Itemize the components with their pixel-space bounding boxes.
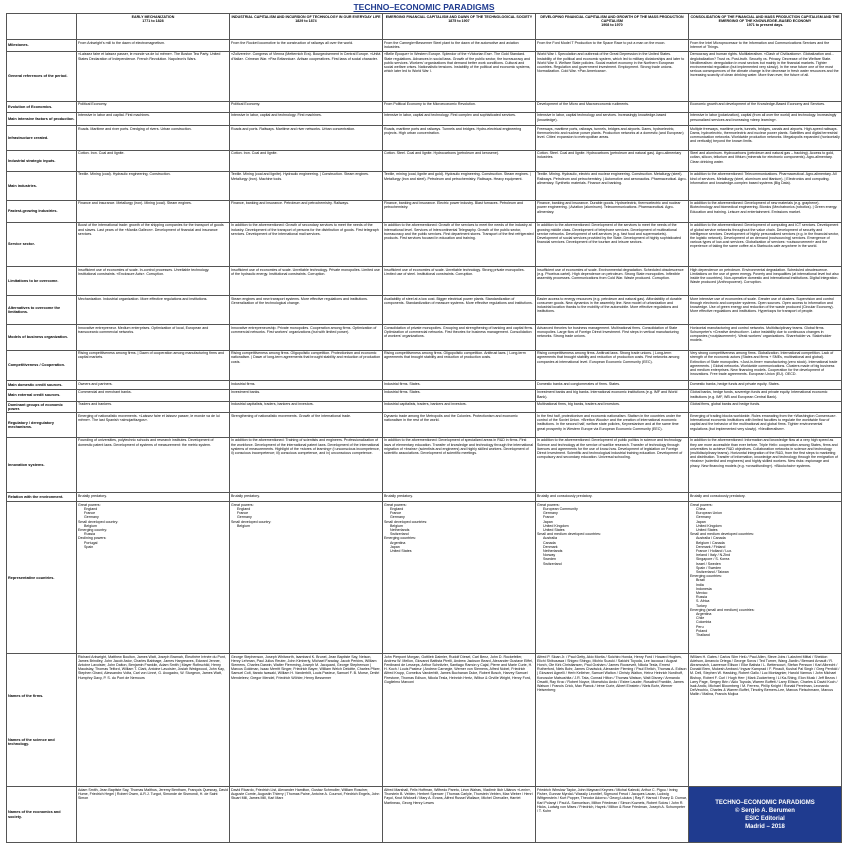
names-firms-cell: John Pierpont Morgan, Gottlieb Daimler, Rudolf Diesel, Carl Benz, John D. Rockefeller, Andrew W. Mellon, Giovanni Battista Pirelli, Andrew Jackson Beard, Alexander Gustave Eiffel, Ferdinand de Lesseps, Arthur Schnitzler, Santiago Ramón y Cajal, Pierre and Marie Curie, H. H. Koch / Louis Pasteur | Andrew Carnegie, Werner von Siemens, Alfred Nobel, Friedrich Alfred Krupp, Cornelius Vanderbilt, James Buchanan Duke, Robert Bosch, Harvey Samuel Firestone, Thomas Edison, Nikola Tesla, Heinrich Hertz, Wilbur & Orville Wright, Henry Ford, Guglielmo Marconi (383, 654, 536, 787)
country-list (690, 507, 840, 532)
row-label (7, 654, 77, 787)
country-item: • Belgium (390, 524, 534, 528)
country-list (78, 541, 228, 549)
country-list (690, 578, 840, 607)
table-cell: Roads and ports. Railways. Maritime and river networks. Urban concentration. (230, 126, 383, 150)
table-row (7, 787, 842, 843)
table-row (7, 380, 842, 389)
country-list (537, 536, 687, 565)
names-science-label: Names of the science and technology. (8, 738, 55, 747)
row-label: Representative countries. (7, 502, 77, 654)
table-row (7, 171, 842, 200)
row-label: Main intensive factors of production. (7, 112, 77, 125)
country-item: • United States (696, 528, 840, 532)
table-cell: Multinational firms, big banks, traders and investors. (536, 401, 689, 413)
names-firms-cell: Alfred P. Sloan Jr. / Paul Getty, Akio Morita / Soichiro Honda, Henry Ford / Howard Hughes, Eiichi Shibusawa / Shigeo Shingo, Michio Suzuki / Sakichi Toyoda, Lee Iacocca / August Horch, Ole Kirk Christiansen, Paul Grahám / James Roosevelt, Nikola Tesla, Ernest Rutherford, Niels Bohr, James Chadwick, Alexander Fleming / Paul Ehrlich, Thomas A. Edison | Giovanni Agnelli / Herb Kelleher, Samuel Walton / Christy Walton, Heinz Heinrich Nordhoff, Konosuke Matsushita / J.R. Tata, Conrad Hilton / Thomas Watson, Walt Disney / Armando Orsatti, Ray Kroc / Robert Noyce, Momofuku Ando / Estee Lauder, Rosalind Franklin, James Watson / Francis Crick, Max Planck / Irène Curie, Albert Einstein / Niels Bohr, Werner Heisenberg (536, 654, 689, 787)
table-row (7, 493, 842, 502)
table-cell: Finance, banking and insurance. Electric power industry. Blast furnaces. Petroleum and petrochemistry. (383, 200, 536, 222)
country-item: • France / Holland / Lux. (696, 549, 840, 553)
table-cell: «Zollverein». Congress of Vienna (Metternich Era). Bourgeoisement in Central Europe. «Unità d'Italia». Crimean War. «Pax Britannica». Artisan cooperatives. First laws of social character. (230, 51, 383, 101)
country-list (384, 507, 534, 520)
country-item: • Switzerland (390, 532, 534, 536)
names-firms-cell: Richard Arkwright, Matthew Boulton, James Watt, Joseph Bramah, Éleuthère Irénée du Pont, James Brindley, John Jacob Astor, Charles Babbage, James Hargreaves, Edward Jenner, Antoine Lavoisier, John Dalton, Benjamin Franklin, Adam Smith | Mayer Rothschild, Henry Maudslay, Thomas Telford, William T. Clark, Antoine Lavoisier, Josiah Wedgwood, John Kay, Stephen Girard, Alessandro Volta, Carl von Linné, G. Avogadro, W. Sturgeon, James Watt, Humphry Davy, P. S. du Pont de Nemours (77, 654, 230, 787)
table-cell: Economic growth and development of the Knowledge-Based Economy and Services. (689, 101, 842, 112)
country-list (231, 524, 381, 528)
country-item: • European Union (696, 511, 840, 515)
country-item: • United States (543, 528, 687, 532)
country-item: • England (84, 507, 228, 511)
table-cell: Finance, banking and insurance. Durable goods. Hydroelectric, thermoelectric and nuclear power engineering. | Aviation (aluminum). Telecommunications. Pharmaceutical. Agro-alimentary. (536, 200, 689, 222)
table-cell: Rising competitiveness among firms. Oligopolistic competition. Protectionism and economic nationalism. | Dawn of long-term agreements that brought stability and reduction of production costs. (230, 350, 383, 380)
country-item: • Sweden (543, 557, 687, 561)
table-cell: Global firms, global banks and hedge funds. (689, 401, 842, 413)
table-cell: Brutally predatory. (230, 493, 383, 502)
country-item: • Poland (696, 629, 840, 633)
country-group-label: Small developed country: (231, 519, 272, 524)
country-item: • United Kingdom (696, 524, 840, 528)
country-item: • France (84, 511, 228, 515)
country-item: • Brazil (696, 578, 840, 582)
country-item: • Belgium (84, 524, 228, 528)
table-cell: «Belle Époque» in Western Europe. Splendor of the «Victorian Era». The Gold Standard. State regulations. Advances in social laws. Growth of the public sector, the bureaucracy and public services. Workers' organizations that demand better work conditions. Cultural and social welfare crises. Nationalistic tensions. Instability of the political and economic systems, which later led to World War I. (383, 51, 536, 101)
table-cell: Commercial and merchant banks. (77, 389, 230, 401)
table-cell: Domestic banks, hedge funds and private equity. States. (689, 380, 842, 389)
country-item: • Spain (84, 545, 228, 549)
country-group-label: Great powers: (231, 502, 254, 507)
table-cell: Brutally and consciously predatory. (689, 493, 842, 502)
row-label: Limitations to be overcome. (7, 267, 77, 296)
country-item: • Netherlands (390, 528, 534, 532)
country-list (537, 507, 687, 532)
table-cell: Roads. Maritime and river ports. Dredging of rivers. Urban construction. (77, 126, 230, 150)
country-item: • Colombia (696, 620, 840, 624)
row-label: Dominant groups of economic power. (7, 401, 77, 413)
country-list (384, 524, 534, 537)
table-cell: From the Intel Microprocessor to the Information and Communications Services and the Internet of Things. (689, 40, 842, 52)
table-cell: Textile. Mining (coal). Hydraulic engineering. Construction. (77, 171, 230, 200)
table-cell: Finance, banking and insurance. Petroleum and petrochemistry. Railways. (230, 200, 383, 222)
country-item: • Argentina (390, 541, 534, 545)
country-item: • European Community (543, 507, 687, 511)
row-label: Main industries. (7, 171, 77, 200)
country-item: • Japan (390, 545, 534, 549)
country-group-label: Great powers: (384, 502, 407, 507)
table-cell: Roads, maritime ports and railways. Tunnels and bridges. Hydro-electrical engineering projects. High urban concentration. (383, 126, 536, 150)
names-firms-cell: George Stephenson, Joseph Whitworth, Isambard K. Brunel, Jean Baptiste Say, Nelson, Henry Lehman, Paul Julius Reuter, John Kimberly, Michael Faraday, Jacob Perkins, William Siemens, Charles Darwin, Walter Flemming, Joseph M. Jacquard, George Stephenson | Marcus Goldman, Isaac Merritt Singer, Friedrich Bayer, William Welch Deloitte, Charles Pfizer, Samuel Colt, Itarato Iwasaki, William H. Vanderbilt, Louis Pasteur, Samuel F. B. Morse, Dmitri Mendeleev, Gregor Mendel, Friedrich Wöhler, Henry Bessemer (230, 654, 383, 787)
country-group-label: Great powers: (78, 502, 101, 507)
corner-cell (7, 14, 77, 40)
table-cell: In addition to the aforementioned: Growth of the services to meet the needs of the industry at international level. Services of Intercontinental Telegraphy. Growth of the public sector, bureaucracy and the public services. First department stores. Transport of the first refrigerated products. First services focused in education and training. (383, 222, 536, 266)
table-cell: Cotton. Steel. Coal and lignite. Hydrocarbons (petroleum and natural gas). Agro-alimentary industries. (536, 150, 689, 171)
table-cell: In addition to the aforementioned: Development of computing and ICT services. Development of global service networks throughout the value chain. Development of security and intelligence services. Development of highly personalized services (e.g. in the financial sector, the logistic network). Development of an demand (routsourcing) services. Emergence of various types of low-cost services. Globalization of services: «outsourcement» and the experience of taking the same coffee at a Starbucks cafe anywhere in the world. (689, 222, 842, 266)
row-label: General references of the period. (7, 51, 77, 101)
table-row (7, 40, 842, 52)
table-cell: In the first half, protectionism and economic nationalism. Statism in the countries under the control of the Soviet Union. «Bretton Woods» and the creation of international economic institutions. In the second half, welfare state policies, Keynesianism and at the same time great prosperity in Western Europe via European Economic Community (EEC). (536, 413, 689, 437)
table-cell: Brutally and consciously predatory. (536, 493, 689, 502)
representative-countries-cell (77, 502, 230, 654)
country-group-label: Emerging country: (78, 528, 108, 532)
credits-line: Madrid – 2018 (745, 823, 785, 830)
table-cell: Very strong competitiveness among firms. Globalization. International competition. Lack of strength of the economic actors (States and firms + SMEs, multinational and global). Extinction of State monopolies. «Just-in-time» manufacturing (zero stock). International trade agreements. | Global networks. Worldwide communications. Clusters made of big business and medium enterprises. New financing models. Cooperation for the development of innovations. Free trade agreements. European Union (EU). OECD. (689, 350, 842, 380)
table-cell: Rising competitiveness among firms. Oligopolistic competition. Antitrust laws. | Long-term agreements that brought stability and reduction of production costs. (383, 350, 536, 380)
table-cell: Emerging of trading blocks worldwide. Rules emanating from the «Washington Consensus». International economic institutions with limited faculties to regulate the worldwide flow of capital and the behavior of the multinational and global firms. Tighter environmental regulations (but implemented very slowly). «Neoliberalism». (689, 413, 842, 437)
country-item: • Belgium / Canada (696, 541, 840, 545)
paradigms-table (6, 13, 842, 843)
table-cell: In addition to the aforementioned: Telecommunications. Pharmaceutical. Agro-alimentary. All kind of services. Metallurgy (steel, aluminum and titanium). | Electronics and computing. Information and knowledge-complex based systems (Big Data). (689, 171, 842, 200)
country-item: • Indonesia (696, 587, 840, 591)
table-row (7, 51, 842, 101)
table-cell: Cotton. Iron. Coal and lignite. (77, 150, 230, 171)
table-cell: Insufficient use of economies of scale. Unreliable technology. Strong private monopolies. Limited use of steel. Institutional constraints. Corruption. (383, 267, 536, 296)
row-label: Main external credit sources. (7, 389, 77, 401)
country-item: • Japan (543, 520, 687, 524)
country-item: • Australia / Canada (696, 536, 840, 540)
table-cell: Intensive in labor and capital. First machines. (77, 112, 230, 125)
table-cell: Industrial firms. (230, 380, 383, 389)
table-cell: Industrial firms. States. (383, 380, 536, 389)
table-cell: Democracy and human rights. Multilateralism. «Clash of Civilizations». Globalization and... deglobalization? Trust vs. Post-truth. Security vs. Privacy. Decrease of the Welfare State. Neoliberalism: deregulation in most sectors but mainly in the financial markets. Tighter environmental regulation (but implemented very slowly). In the near future one of the most serious consequences of the climate change is the decrease in fresh water resources and the increasing scarcity of clean drinking water. More than ever, the future of all. (689, 51, 842, 101)
country-item: • Thailand (696, 633, 840, 637)
table-cell: Owners and partners. (77, 380, 230, 389)
table-cell: Political Economy. (77, 101, 230, 112)
row-label: Evolution of Economics. (7, 101, 77, 112)
column-header: INDUSTRIAL CAPITALISM AND INCURSION OF TECHNOLOGY IN OUR EVERYDAY LIFE 1829 to 1874 (230, 14, 383, 40)
table-cell: Intensive in labor, capital and technology. First complex and sophisticated services. (383, 112, 536, 125)
row-label: Models of business organization. (7, 324, 77, 350)
row-label: Milestones. (7, 40, 77, 52)
table-row (7, 350, 842, 380)
names-firms-label: Names of the firms. (8, 693, 44, 698)
header-row (7, 14, 842, 40)
table-row (7, 401, 842, 413)
country-item: • United States (390, 549, 534, 553)
table-cell: Rising competitiveness among firms. Antitrust laws. Strong trade unions. | Long-term agreements that brought stability and reduction of production costs. First networks among companies at international level. European Economic Community (EEC). (536, 350, 689, 380)
country-item: • France (543, 515, 687, 519)
table-cell: Multiple freeways, maritime ports, tunnels, bridges, canals and airports. High-speed railways. Dams, hydroelectric, thermoelectric and nuclear power plants. Satellites and digital terrestrial communication networks. Worldwide production networks. Megalopolis expanded (horizontally and vertically) beyond the known limits. (689, 126, 842, 150)
table-cell: Textile. Mining (coal and lignite). Hydraulic engineering. | Construction. Steam engines. Metallurgy (iron). Machine tools. (230, 171, 383, 200)
names-firms-cell: William H. Gates / Carlos Slim Helú / Paul Allen, Steve Jobs / Lakshmi Mittal / Sheldon Adelson, Amancio Ortega / George Soros / Ted Turner, Wang Jianlin / Bernard Arnault / R. Abramovich, Lawrence Ellison / Eike Batista / L. Bettencourt, Stefan Persson / Karl Albrecht / Donald Bren, Mukesh Ambani / Ingvar Kamprad / F. Pinault, Kushal Pal Singh / Greg Penfold / M. Dell, Stephen W. Hawking, Robert Gallo / Luc Montagnier, Harold Varmus / John Michael Bishop, Robert F. Curl / Hugh Herr | Mark Zuckerberg / Li Ka-Shing, Elon Musk / Jeff Bezos / Larry Page, Sergey Brin / Akio Toyoda, Warren Buffett / Larry Ellison, Charles & David Koch / Isak Andic, Michael Bloomberg / M. Ferrero, Philip Knight / Ronald Perelman, Leonardo DelVecchio, Charles & Warren Buffet, Timothy Berners-Lee, Marcus Fleischmann, Marcus Mallin / Malina, Francis Mojica (689, 654, 842, 787)
row-label: Regulatory / deregulatory mechanisms. (7, 413, 77, 437)
country-item: • Israel / Sweden (696, 562, 840, 566)
table-cell: Development of the Micro and Macroeconomic rudiments. (536, 101, 689, 112)
country-item: • China (696, 507, 840, 511)
country-item: • S. Africa (696, 599, 840, 603)
table-cell: Rising competitiveness among firms. | Dawn of cooperation among manufacturing firms and capital markets. (77, 350, 230, 380)
country-item: • Turkey (696, 604, 840, 608)
country-item: • Norway (543, 553, 687, 557)
table-row (7, 267, 842, 296)
credits-line: ESIC Editorial (745, 815, 785, 822)
row-label: Alternatives to overcome the limitations. (7, 296, 77, 325)
country-group-label: Emerging countries: (384, 536, 416, 541)
table-cell: Steel and aluminum. Hydrocarbons (petroleum and natural gas – fracking). Access to gold, coltan, silicon, tellurium and lithium (minerals for electronic components). Agro-alimentary. Clean drinking water. (689, 150, 842, 171)
table-cell: Textile, mining (coal, lignite and gold). Hydraulic engineering. Construction. Steam engines. | Metallurgy (iron and steel). Petroleum and petrochemistry. Railways. Heavy equipment. (383, 171, 536, 200)
table-cell: Textile. Mining. Hydraulic, electric and nuclear engineering. Construction. Metallurgy (steel). Railways. Petroleum and petrochemistry. | Automotive and aeronautics. Pharmaceutical. Agro-alimentary. Synthetic materials. Finance and banking. (536, 171, 689, 200)
table-cell: Investment banks. (230, 389, 383, 401)
table-cell: From Arkwright's mill to the dawn of electromagnetism. (77, 40, 230, 52)
table-cell: Industrial capitalists, traders, bankers and investors. (383, 401, 536, 413)
row-label: Innovation systems. (7, 437, 77, 493)
representative-countries-cell (230, 502, 383, 654)
table-cell: Industrial firms. States. (383, 389, 536, 401)
names-economics-cell: Adam Smith, Jean Baptiste Say, Thomas Malthus, Jeremy Bentham, François Quesnay, David Hume, Friedrich Hegel | Robert Owen, A.R.J. Turgot, Simonde de Sismondi, H. de Saint Simon (77, 787, 230, 843)
country-item: • England (237, 507, 381, 511)
country-group-label: Small developed countries: (384, 519, 428, 524)
table-cell: Consolidation of private monopolies. Grouping and strengthening of banking and capital firms. Optimization of commercial networks. First theories for business management. Consolidation of workers' organizations. (383, 324, 536, 350)
country-item: • Germany (696, 515, 840, 519)
table-cell: Traders and bankers. (77, 401, 230, 413)
table-row (7, 200, 842, 222)
table-row (7, 437, 842, 493)
country-item: • Switzerland (543, 562, 687, 566)
table-cell: «Laissez faire et laissez passer, le monde va de lui même». The Boston Tea Party. United States Declaration of Independence. French Revolution. Napoleon's Wars. (77, 51, 230, 101)
country-item: • Japan (696, 520, 840, 524)
table-cell: Steam engines and new transport systems. More effective regulations and institutions. Generalization of the technological change. (230, 296, 383, 325)
credits-line: © Sergio A. Berumen (735, 807, 795, 814)
country-item: • France (390, 511, 534, 515)
table-cell: World War I. Speculation and outbreak of the Great Depression in the United States. Instability of the political and economic system, which led to military dictatorships and later to World War II. Welfare State policies. Social market economy in the Northern European countries. Regulation and government investment. Employment. Strong trade unions. Normalization. Cold War. «Pax Americana». (536, 51, 689, 101)
page-title: TECHNO–ECONOMIC PARADIGMS (353, 2, 495, 12)
table-cell: Finance and insurance. Metallurgy (iron). Mining (coal). Steam engines. (77, 200, 230, 222)
table-cell: Dynamic trade among the Metropolis and the Colonies. Protectionism and economic nationalism in the rest of the world. (383, 413, 536, 437)
table-cell: Insufficient use of economies of scale. In-control processes. Unreliable technology. Institutional constraints. «Enclosure Acts». Corruption. (77, 267, 230, 296)
country-list (78, 507, 228, 520)
country-item: • Canada (543, 541, 687, 545)
country-item: • Belgium (237, 524, 381, 528)
table-cell: More intensive use of economies of scale. Greater use of clusters. Supervision and control through electronic and computer systems. Open sources. Open access to information and knowledge. Use of green energy and reduction of the waste produced (Circular Economy). More effective regulations and institutions. Hyperloops for transport of people. (689, 296, 842, 325)
table-cell: Founding of universities, polytechnic schools and research institutes. Development of domestic patent laws. Development of systems of measurement: the metric system. (77, 437, 230, 493)
credits-line: TECHNO–ECONOMIC PARADIGMS (715, 799, 815, 806)
country-group-label: Small developed country: (78, 519, 119, 524)
country-group-label: Emerging (small and medium) countries: (690, 607, 755, 612)
row-label: Infrastructure created. (7, 126, 77, 150)
country-item: • Switzerland / Taiwan (696, 570, 840, 574)
table-cell: Freeways, maritime ports, railways, tunnels, bridges and airports. Dams, hydroelectric, thermoelectric and nuclear power plants. Production networks at a domestic (and European) level. Cities' expansion to metropolitan areas. (536, 126, 689, 150)
column-header: DEVELOPING FINANCIAL CAPITALISM AND GROWTH OF THE MASS PRODUCTION CAPITALISM 1908 to 1970 (536, 14, 689, 40)
country-item: • Singapore / S. Korea (696, 557, 840, 561)
table-cell: Industrial capitalists, traders, bankers and investors. (230, 401, 383, 413)
credits-footer (689, 787, 842, 843)
column-header: CONSOLIDATION OF THE FINANCIAL AND MASS PRODUCTION CAPITALISM AND THE EMERGING OF THE KNOWLEDGE–BASED ECONOMY 1971 to present days. (689, 14, 842, 40)
row-label: Main domestic credit sources. (7, 380, 77, 389)
table-cell: Cotton. Iron. Coal and lignite. (230, 150, 383, 171)
country-item: • Germany (390, 515, 534, 519)
country-item: • Russia (696, 595, 840, 599)
country-item: • Germany (84, 515, 228, 519)
country-item: • Australia (543, 536, 687, 540)
table-cell: Global banks, hedge funds, sovereign funds and private equity. International economic institutions (e.g. IMF, WB and European Central Bank). (689, 389, 842, 401)
country-list (384, 541, 534, 554)
country-item: • Germany (237, 515, 381, 519)
country-item: • Denmark / Finland (696, 545, 840, 549)
table-cell: Easier access to energy resources (e.g. petroleum and natural gas). Affordability of durable consumer goods. New dynamics in the assembly line. New model of urbanization and industrial location thanks to the mobility of the automobile. More effective regulations and institutions. (536, 296, 689, 325)
table-cell: From Political Economy to the Microeconomic Revolution. (383, 101, 536, 112)
table-cell: Availability of steel at a low cost. Bigger electrical power plants. Standardization of components. Standardization of measure systems. More effective regulations and institutions. (383, 296, 536, 325)
table-row (7, 324, 842, 350)
country-item: • Argentina (696, 612, 840, 616)
names-economics-cell: David Ricardo, Friedrich List, Alexander Hamilton, Gustav Schmoller, William Roscher, Auguste Comte, Augustin Thierry | Thomas Paine, Antoine A. Cournot, Friedrich Engels, John Stuart Mill, James Mill, Karl Marx (230, 787, 383, 843)
table-cell: In addition to the aforementioned: Development of the services to meet the needs of the growing middle class. Development of telephone services. Development of multinational service networks. Development of self-services (e.g. fast food and supermarkets). Development of social services provided by the State. Development of highly sophisticated financial services. Development of the tourism and leisure sectors. (536, 222, 689, 266)
table-cell: From the Carnegie«Bessemer Steel plant to the dawn of the automotive and aviation industries. (383, 40, 536, 52)
table-cell: Emerging of nationalistic movements. «Laissez faire et laissez passer, le monde va de lui même». The last Spanish «almojarifazgos». (77, 413, 230, 437)
row-label: Competitiveness / Cooperation. (7, 350, 77, 380)
table-cell: Political Economy. (230, 101, 383, 112)
table-cell: Insufficient use of economies of scale. Unreliable technology. Private monopolies. Limited use of the hydraulic energy. Institutional constraints. Corruption. (230, 267, 383, 296)
country-item: • Netherlands (543, 549, 687, 553)
table-cell: Horizontal manufacturing and control networks. Multidisciplinary teams. Global firms. Schumpeter's «Creative destruction». Labor instability due to continuous changes in companies («outplacement»). Weak workers' organizations. Shareholder vs. Stakeholder models. (689, 324, 842, 350)
table-row (7, 222, 842, 266)
table-cell: Insufficient use of economies of scale. Environmental degradation. Scheduled obsolescence (e.g. Phoebus cartel). High dependence on petroleum. Strong State monopolies. Inflexible assembly processes. Communications from Cold War. Waste produced. Corruption. (536, 267, 689, 296)
country-group-label: Declining powers: (78, 536, 107, 541)
table-cell: In addition to the aforementioned: Development of specialized areas in R&D in firms. First laws of elementary education. Transfer of knowledge and technology through the international migration of «brains» (scientists and engineers) and highly skilled workers. Development of scientific associations. Development of scientific meetings. (383, 437, 536, 493)
table-row (7, 150, 842, 171)
country-group-label: Small and medium developed countries: (537, 532, 601, 537)
representative-countries-cell (383, 502, 536, 654)
representative-countries-cell (536, 502, 689, 654)
country-item: • United Kingdom (543, 524, 687, 528)
table-cell: Mechanization. Industrial organization. More effective regulations and institutions. (77, 296, 230, 325)
country-group-label: Small and medium developed countries: (690, 532, 754, 537)
table-cell: Strengthening of nationalistic movements. Growth of the international trade. (230, 413, 383, 437)
table-cell: Intensive in labor (polarization), capital (from all over the world) and technology. Increasingly personalized services and increasing «deep learning». (689, 112, 842, 125)
table-cell: Intensive in labor, capital technology and services. Increasingly knowledge-based (knowledge). (536, 112, 689, 125)
names-economics-cell: Friedrich Winslow Taylor, John Maynard Keynes / Michal Kalecki, Arthur C. Pigou / Irving Fisher, Gunnar Myrdal / Wassily Leontief, Sigmund Freud / Jacques Lacan, Ludwig Wittgenstein / Kurt Popper, Theodor Adorno / Georg Lukács | Ray F. Harrod / Evsey D. Domar, Karl Polanyi / Paul A. Samuelson, Milton Friedman / Simon Kuznets, Robert Solow / John R. Hicks, Ludwig von Mises / Friedrich, Hayek / Milton & Rose Friedman, Joseph A. Schumpeter / T. Kuhn (536, 787, 689, 843)
country-item: • Russia (84, 532, 228, 536)
country-list (690, 612, 840, 637)
table-cell: In addition to the aforementioned: Training of scientists and engineers. Professionalization of the workforce. Development of the international patent laws. Development of the international systems of measurements. Highlight of the «stores of learning» (i unconscious incompetence, ii) conscious incompetence; iii) conscious competence, and iv) unconscious competence. (230, 437, 383, 493)
country-item: • France (237, 511, 381, 515)
country-item: • Germany (543, 511, 687, 515)
table-row (7, 502, 842, 654)
table-body (7, 40, 842, 843)
table-row (7, 389, 842, 401)
country-group-label: Great powers: (537, 502, 560, 507)
table-row (7, 112, 842, 125)
table-cell: High dependence on petroleum. Environmental degradation. Scheduled obsolescence. Limitations on the use of green energy. Poverty and inequalities (at international level but also inside the countries). Non-operative domestic and international institutions. Digital integration. Waste produced (Anthropocene). Corruption. (689, 267, 842, 296)
row-label: Service sector. (7, 222, 77, 266)
table-cell: In addition to the aforementioned: Growth of secondary services to meet the needs of the industry. Development of the transport of persons for the distribution of goods. First telegraph services. Development of the international mail services. (230, 222, 383, 266)
names-economics-cell: Alfred Marshall, Felix Hoffman, Wilfredo Pareto, Léon Walras, Vladimir Ilich Uliánov «Lenin», Thorstein B. Veblen, Herbert Spencer | Thomas Carlyle, Thorstein Veblen, Max Weber / Henri Fayol, Knut Wicksell / Mary A. Evans, Alfred Russel Wallace, Michel Chevalier, Harriet Martineau, Georg Henry Lewes (383, 787, 536, 843)
country-item: • England (390, 507, 534, 511)
column-header: EARLY MECHANIZATION 1771 to 1828 (77, 14, 230, 40)
country-group-label: Great powers: (690, 502, 713, 507)
table-cell: Advanced theories for business management. Multinational firms. Consolidation of State monopolies. Large flow of Foreign Direct Investment. First steps in vertical manufacturing networks. Strong trade unions. (536, 324, 689, 350)
table-cell: Cotton. Steel. Coal and lignite. Hydrocarbons (petroleum and kerosene). (383, 150, 536, 171)
table-cell: From the Rocket locomotive to the construction of railways all over the world. (230, 40, 383, 52)
table-cell: From the Ford Model T Production to the Space Race to put a man on the moon. (536, 40, 689, 52)
table-cell: Innovative entrepreneurship. Private monopolies. Cooperation among firms. Optimization of commercial networks. First workers' organizations (but with limited power). (230, 324, 383, 350)
representative-countries-cell (689, 502, 842, 654)
table-row (7, 126, 842, 150)
row-label: Relation with the environment. (7, 493, 77, 502)
country-item: • Ireland / Italy / N.Zind (696, 553, 840, 557)
table-cell: In addition to the aforementioned: Development of new materials (e.g. graphene). Biotechnology and biomedical engineering. Bionics (Mechatronics (robotics). | Green energy. Education and training. Leisure and entertainment. Emissions market. (689, 200, 842, 222)
country-item: • Chile (696, 616, 840, 620)
table-cell: Boost of the international trade: growth of the shipping companies for the transport of goods and slaves. Last years of the «Manila Galleon». Development of financial and insurance services. (77, 222, 230, 266)
table-row (7, 654, 842, 787)
country-group-label: Emerging countries: (690, 574, 722, 579)
table-cell: In addition to the aforementioned: Information and knowledge flow at a very high speed as they are more accessible than ever before. Triple Helix: cooperation among States, firms and universities to achieve R&D objectives. Collaboration networks in science and technology (multidisciplinary teams). Horizontal integration of the R&D, from the first steps to marketing and distribution. Transfer of information, knowledge and technology through the emigration of «brains» (scientist and engineers) and highly skilled workers. New risks: espionage and piracy. New financing models (e.g. «crowdfunding»). «Blockchain» systems. (689, 437, 842, 493)
country-item: • Peru (696, 625, 840, 629)
country-item: • Portugal (84, 541, 228, 545)
country-item: • Denmark (543, 545, 687, 549)
column-header: EMERGING FINANCIAL CAPITALISM AND DAWN OF THE TECHNOLOGICAL SOCIETY 1875 to 1907 (383, 14, 536, 40)
country-item: • India (696, 583, 840, 587)
table-cell: Brutally predatory. (383, 493, 536, 502)
country-list (690, 536, 840, 574)
table-cell: Innovative entrepreneur. Medium enterprises. Optimization of local, European and transoceanic commercial networks. (77, 324, 230, 350)
country-list (231, 507, 381, 520)
table-cell: Investment banks and big banks. International economic institutions (e.g. IMF and World Bank). (536, 389, 689, 401)
table-row (7, 101, 842, 112)
table-cell: Domestic banks and conglomerates of firms. States. (536, 380, 689, 389)
table-row (7, 413, 842, 437)
table-cell: In addition to the aforementioned: Development of public politics in science and technology. Science and technology at the service of warlike research. Transfer of technology through licences and agreements for the use of know-how. Development of legislation on Foreign Direct Investment. Scientific and technological industrial training education. Development of compulsory and secondary education. Universal schooling. (536, 437, 689, 493)
country-item: • Mexico (696, 591, 840, 595)
table-cell: Brutally predatory. (77, 493, 230, 502)
table-cell: Intensive in labor, capital and technology. First machines. (230, 112, 383, 125)
table-row (7, 296, 842, 325)
row-label: Names of the economics and society. (7, 787, 77, 843)
country-item: • Spain / Sweden (696, 566, 840, 570)
row-label: Fastest-growing industries. (7, 200, 77, 222)
row-label: Industrial strategic inputs. (7, 150, 77, 171)
